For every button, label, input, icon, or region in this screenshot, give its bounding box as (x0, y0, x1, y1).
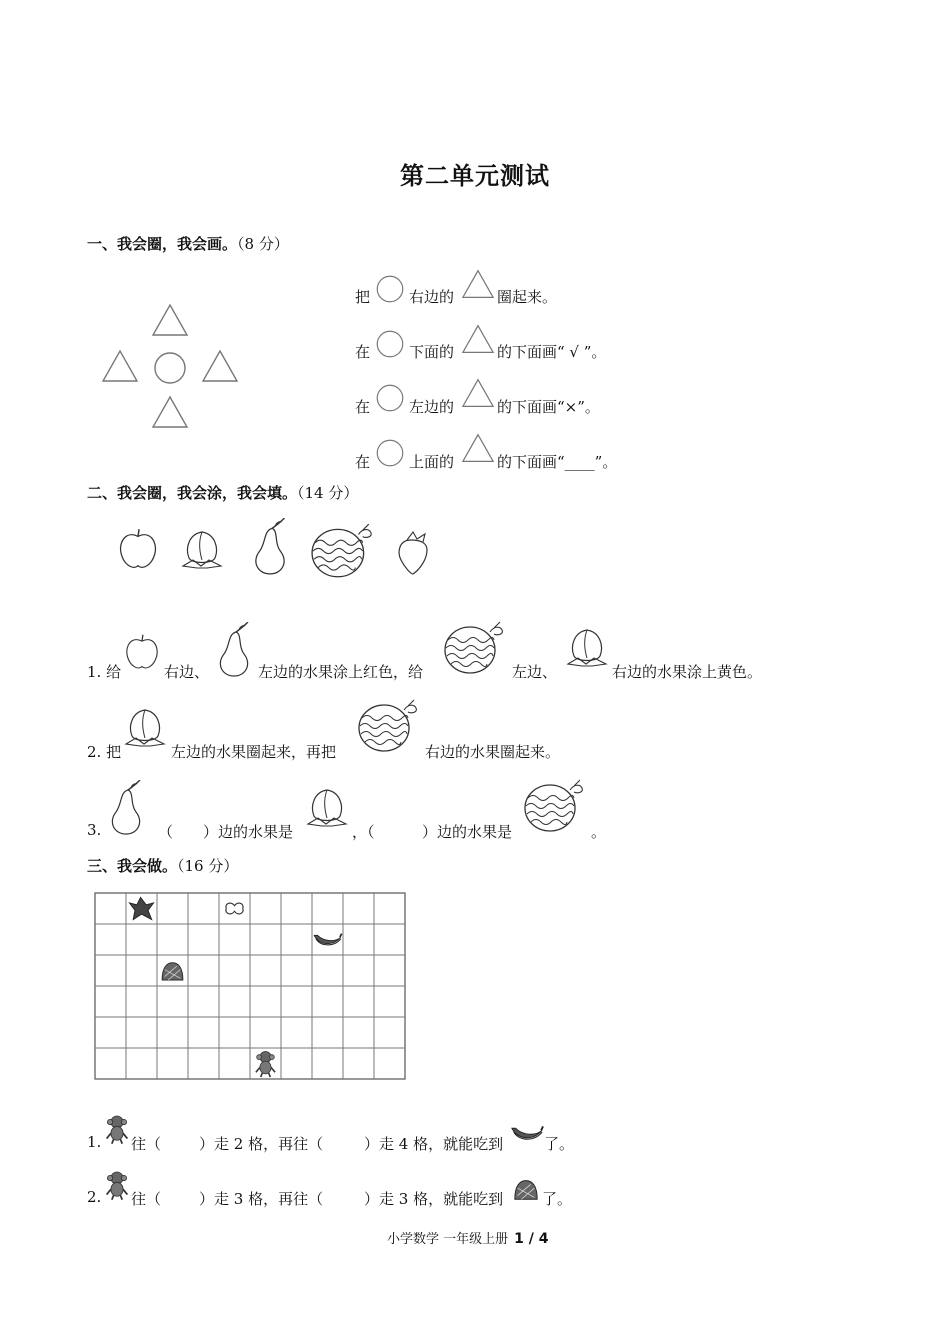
s3-q2-t4: 了。 (542, 1190, 573, 1208)
s1-line2-b: 下面的 (409, 343, 455, 361)
s1-line2-a: 在 (355, 343, 371, 361)
s1-line1-c: 圈起来。 (497, 288, 558, 306)
banana-icon (314, 934, 342, 945)
s2-q1-t2: 左边的水果涂上红色，给 (258, 663, 424, 681)
section3-heading-text: 三、我会做。 (87, 857, 178, 875)
s1-line1-b: 右边的 (409, 288, 455, 306)
section3-heading (87, 855, 238, 876)
triangle-top-icon (153, 305, 187, 335)
monkey-icon (256, 1052, 275, 1078)
s1-line1-a: 把 (355, 288, 371, 306)
circle-icon (373, 436, 407, 470)
s2-q3-num: 3. (87, 821, 102, 839)
page-title: 第二单元测试 (400, 162, 550, 190)
peach-icon (183, 532, 221, 568)
triangle-icon (460, 432, 496, 464)
leaf-icon (129, 897, 153, 919)
section2-heading-text: 二、我会圈，我会涂，我会填。 (87, 484, 298, 502)
section1-heading-text: 一、我会圈，我会画。 (87, 235, 238, 253)
s1-line4-c: 的下面画“____”。 (497, 453, 618, 471)
s2-q3-t1: （ (158, 823, 174, 841)
s2-q1-t3: 左边、 (512, 663, 558, 681)
s1-line3-b: 左边的 (409, 398, 455, 416)
watermelon-icon (442, 620, 508, 676)
section2-points: （14 分） (297, 484, 359, 502)
s2-q2-t1: 左边的水果圈起来，再把 (171, 743, 337, 761)
section1-points: （8 分） (237, 235, 289, 253)
shapes-diagram (98, 302, 248, 432)
s2-q3-t4: ）边的水果是 (422, 823, 513, 841)
s2-q3-t3: ，（ (352, 823, 375, 841)
watermelon-icon (356, 698, 422, 754)
map-grid (94, 892, 406, 1082)
s3-q2-num: 2. (87, 1188, 102, 1206)
s3-q1-t2: ）走 2 格，再往（ (199, 1135, 324, 1153)
s2-q1-t4: 右边的水果涂上黄色。 (612, 663, 763, 681)
footer (387, 1228, 548, 1247)
apple-icon (122, 630, 162, 674)
circle-icon (373, 272, 407, 306)
s3-q1-t1: 往（ (131, 1135, 162, 1153)
pear-icon (104, 780, 148, 836)
s2-q3-t5: 。 (591, 823, 607, 841)
triangle-icon (460, 323, 496, 355)
s1-line4-a: 在 (355, 453, 371, 471)
banana-icon (510, 1122, 544, 1144)
peach-icon (562, 624, 612, 670)
peanut-icon (226, 903, 243, 914)
section1-heading (87, 233, 289, 254)
s1-line2-c: 的下面画“ √ ”。 (497, 343, 607, 361)
s3-q1-t4: 了。 (544, 1135, 575, 1153)
s3-q2-t2: ）走 3 格，再往（ (199, 1190, 324, 1208)
section2-heading (87, 482, 358, 503)
s3-q1-num: 1. (87, 1133, 102, 1151)
s2-q2-t2: 右边的水果圈起来。 (425, 743, 561, 761)
s3-q2-t1: 往（ (131, 1190, 162, 1208)
peach-icon (302, 784, 352, 830)
pear-icon (212, 622, 256, 678)
circle-icon (373, 381, 407, 415)
s1-line4-b: 上面的 (409, 453, 455, 471)
peach-icon (120, 704, 170, 750)
circle-center-icon (155, 353, 185, 383)
fruits-row (115, 518, 445, 582)
monkey-icon (104, 1170, 130, 1200)
watermelon-icon (522, 778, 588, 834)
pineapple-icon (512, 1176, 540, 1202)
s3-q1-t3: ）走 4 格，就能吃到 (364, 1135, 504, 1153)
section3-points: （16 分） (177, 857, 239, 875)
strawberry-icon (399, 532, 427, 574)
pear-icon (256, 518, 285, 574)
triangle-icon (460, 268, 496, 300)
triangle-right-icon (203, 351, 237, 381)
triangle-icon (460, 377, 496, 409)
circle-icon (373, 327, 407, 361)
pineapple-icon (162, 963, 183, 980)
apple-icon (121, 529, 156, 567)
s2-q1-num: 1. 给 (87, 663, 122, 681)
s2-q2-num: 2. 把 (87, 743, 122, 761)
s1-line3-c: 的下面画“×”。 (497, 398, 600, 416)
page-number: 1 / 4 (514, 1231, 549, 1247)
monkey-icon (104, 1114, 130, 1144)
s3-q2-t3: ）走 3 格，就能吃到 (364, 1190, 504, 1208)
triangle-left-icon (103, 351, 137, 381)
watermelon-icon (312, 524, 371, 577)
triangle-bottom-icon (153, 397, 187, 427)
footer-label: 小学数学 一年级上册 (387, 1232, 509, 1247)
s2-q1-t1: 右边、 (164, 663, 210, 681)
s1-line3-a: 在 (355, 398, 371, 416)
s2-q3-t2: ）边的水果是 (203, 823, 294, 841)
